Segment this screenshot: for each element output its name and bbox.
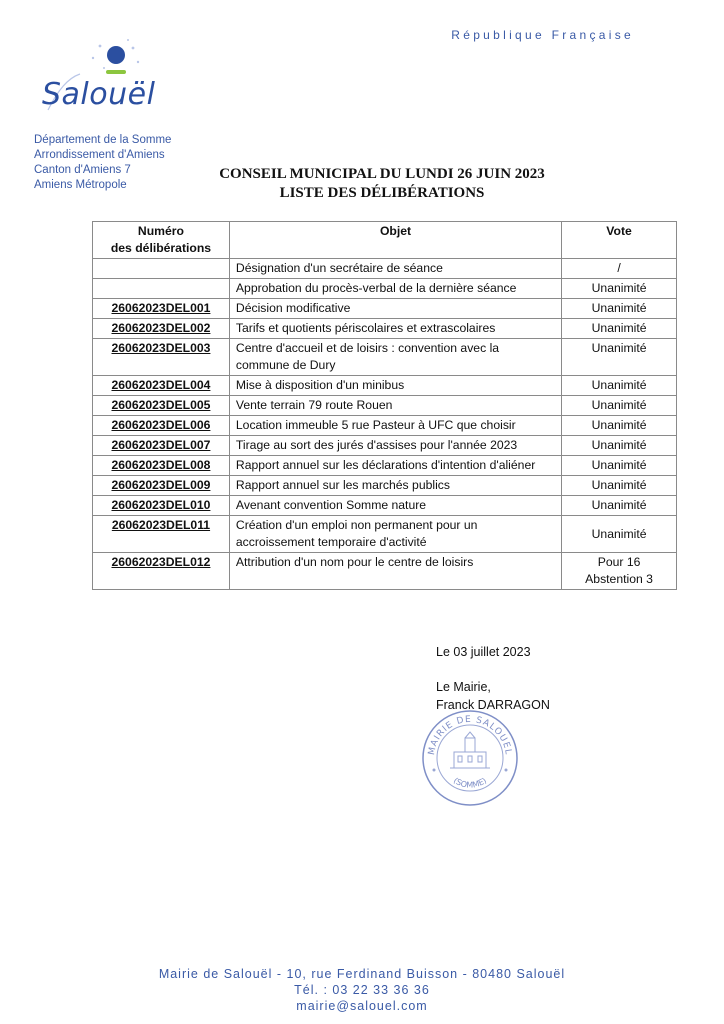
star-icon xyxy=(433,769,508,772)
row-vote: Unanimité xyxy=(562,496,677,516)
row-numero: 26062023DEL005 xyxy=(93,396,230,416)
row-objet: Décision modificative xyxy=(229,299,561,319)
row-vote: Unanimité xyxy=(562,396,677,416)
mairie-stamp xyxy=(420,708,520,808)
metropole-line: Amiens Métropole xyxy=(34,179,127,191)
footer-email: mairie@salouel.com xyxy=(296,999,428,1013)
table-row xyxy=(93,279,677,299)
row-objet: Désignation d'un secrétaire de séance xyxy=(229,259,561,279)
row-numero: 26062023DEL003 xyxy=(93,339,230,376)
row-vote: Unanimité xyxy=(562,319,677,339)
row-vote: Unanimité xyxy=(562,476,677,496)
row-numero: 26062023DEL012 xyxy=(93,553,230,590)
table-row xyxy=(93,299,677,319)
signature-date: Le 03 juillet 2023 xyxy=(436,645,531,659)
signature-name: Franck DARRAGON xyxy=(436,698,550,712)
row-objet: Création d'un emploi non permanent pour un accroissement temporaire d'activité xyxy=(229,516,561,553)
table-row xyxy=(93,259,677,279)
header-numero xyxy=(93,222,230,259)
logo-text: Salouël xyxy=(42,77,156,112)
row-vote: Unanimité xyxy=(562,299,677,319)
row-numero: 26062023DEL002 xyxy=(93,319,230,339)
row-objet: Rapport annuel sur les marchés publics xyxy=(229,476,561,496)
table-row xyxy=(93,553,677,590)
canton-line: Canton d'Amiens 7 xyxy=(34,164,131,176)
table-row xyxy=(93,456,677,476)
table-row xyxy=(93,496,677,516)
row-vote: Unanimité xyxy=(562,516,677,553)
logo-sun-icon xyxy=(107,46,125,64)
table-row xyxy=(93,416,677,436)
table-row xyxy=(93,376,677,396)
signature-role: Le Mairie, xyxy=(436,680,491,694)
table-row xyxy=(93,319,677,339)
row-vote xyxy=(562,553,677,590)
title-line-2: LISTE DES DÉLIBÉRATIONS xyxy=(279,185,485,201)
arrondissement-line: Arrondissement d'Amiens xyxy=(34,149,165,161)
vote-abstention: Abstention 3 xyxy=(585,572,653,586)
row-numero xyxy=(93,259,230,279)
row-numero xyxy=(93,279,230,299)
footer-address: Mairie de Salouël - 10, rue Ferdinand Buisson - 80480 Salouël xyxy=(158,967,566,981)
row-vote: Unanimité xyxy=(562,376,677,396)
deliberations-table xyxy=(92,221,677,590)
republique-francaise: République Française xyxy=(451,28,634,42)
table-row xyxy=(93,339,677,376)
row-objet: Location immeuble 5 rue Pasteur à UFC que choisir xyxy=(229,416,561,436)
row-objet: Avenant convention Somme nature xyxy=(229,496,561,516)
row-numero: 26062023DEL008 xyxy=(93,456,230,476)
row-objet: Attribution d'un nom pour le centre de loisirs xyxy=(229,553,561,590)
footer xyxy=(0,966,724,1014)
row-vote: Unanimité xyxy=(562,456,677,476)
row-objet: Vente terrain 79 route Rouen xyxy=(229,396,561,416)
row-vote: Unanimité xyxy=(562,279,677,299)
header-objet: Objet xyxy=(229,222,561,259)
row-numero: 26062023DEL011 xyxy=(93,516,230,553)
row-numero: 26062023DEL001 xyxy=(93,299,230,319)
table-row xyxy=(93,436,677,456)
row-objet: Tarifs et quotients périscolaires et extrascolaires xyxy=(229,319,561,339)
row-vote: Unanimité xyxy=(562,436,677,456)
row-numero: 26062023DEL007 xyxy=(93,436,230,456)
row-objet: Approbation du procès-verbal de la dernière séance xyxy=(229,279,561,299)
row-numero: 26062023DEL004 xyxy=(93,376,230,396)
row-objet: Centre d'accueil et de loisirs : convention avec la commune de Dury xyxy=(229,339,561,376)
department-line: Département de la Somme xyxy=(34,134,172,146)
row-objet: Mise à disposition d'un minibus xyxy=(229,376,561,396)
signature-block xyxy=(436,643,550,714)
row-vote: Unanimité xyxy=(562,416,677,436)
table-header-row xyxy=(93,222,677,259)
page-title xyxy=(0,165,724,203)
stamp-text-bottom: (SOMME) xyxy=(451,776,489,790)
vote-pour: Pour 16 xyxy=(597,555,641,569)
header-vote: Vote xyxy=(562,222,677,259)
title-line-1: CONSEIL MUNICIPAL DU LUNDI 26 JUIN 2023 xyxy=(219,166,545,182)
row-objet: Rapport annuel sur les déclarations d'intention d'aliéner xyxy=(229,456,561,476)
row-objet: Tirage au sort des jurés d'assises pour l'année 2023 xyxy=(229,436,561,456)
table-row xyxy=(93,476,677,496)
table-row xyxy=(93,396,677,416)
row-numero: 26062023DEL010 xyxy=(93,496,230,516)
town-hall-icon xyxy=(450,732,490,768)
row-numero: 26062023DEL009 xyxy=(93,476,230,496)
header-numero-line2: des délibérations xyxy=(110,241,212,255)
svg-text:(SOMME) xyxy=(452,776,488,790)
row-vote: / xyxy=(562,259,677,279)
logo-green-bar xyxy=(106,70,126,74)
row-vote: Unanimité xyxy=(562,339,677,376)
footer-phone: Tél. : 03 22 33 36 36 xyxy=(294,983,430,997)
row-numero: 26062023DEL006 xyxy=(93,416,230,436)
table-row xyxy=(93,516,677,553)
header-numero-line1: Numéro xyxy=(137,224,184,238)
stamp-text-top: MAIRIE DE SALOUEL xyxy=(426,714,513,756)
